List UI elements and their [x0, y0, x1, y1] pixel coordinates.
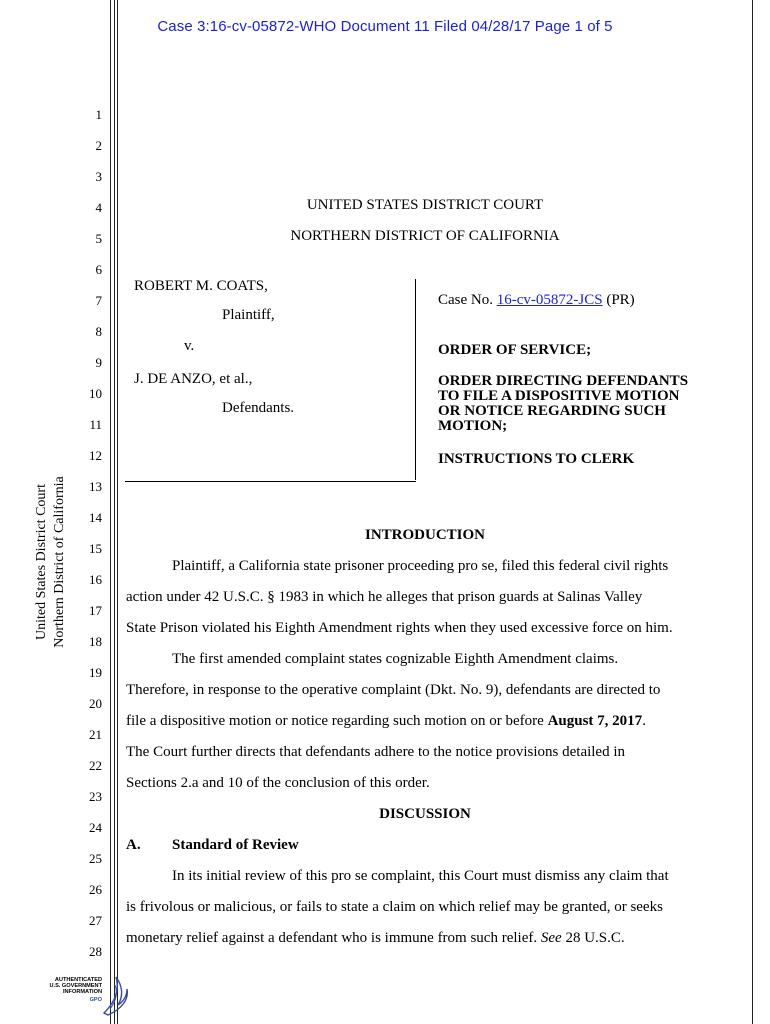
- eagle-icon: [100, 973, 130, 1017]
- citation-text: 28 U.S.C.: [561, 930, 625, 946]
- intro-p2-line: Sections 2.a and 10 of the conclusion of this order.: [126, 775, 430, 791]
- sidebar-line-1: United States District Court: [34, 484, 49, 640]
- line-number: 20: [89, 696, 102, 711]
- discussion-line: In its initial review of this pro se complaint, this Court must dismiss any claim that: [172, 868, 669, 884]
- discussion-line: is frivolous or malicious, or fails to state a claim on which relief may be granted, or seeks: [126, 899, 663, 915]
- defendant-name: J. DE ANZO, et al.,: [134, 371, 253, 387]
- gpo-authenticated-logo: [42, 973, 132, 1017]
- intro-p2-line: [126, 713, 646, 730]
- order-title-1: ORDER OF SERVICE;: [438, 342, 592, 358]
- intro-p1-line: action under 42 U.S.C. § 1983 in which he alleges that prison guards at Salinas Valley: [126, 589, 643, 605]
- intro-p2-text: file a dispositive motion or notice regarding such motion on or before: [126, 713, 548, 729]
- caption-divider: [415, 279, 416, 480]
- line-number: 14: [89, 510, 102, 525]
- line-number: 24: [89, 820, 102, 835]
- case-number: [438, 292, 635, 309]
- line-number: 16: [89, 572, 102, 587]
- line-number: 10: [89, 386, 102, 401]
- line-number: 27: [89, 913, 102, 928]
- line-number: 12: [89, 448, 102, 463]
- left-margin-rule: [110, 0, 111, 1024]
- subsection-title: Standard of Review: [172, 837, 299, 853]
- intro-p2-line: The first amended complaint states cognizable Eighth Amendment claims.: [172, 651, 619, 667]
- intro-p2-period: .: [642, 713, 646, 729]
- order-title-2: [438, 374, 688, 434]
- line-number: 8: [95, 324, 102, 339]
- right-margin-rule: [752, 0, 753, 1024]
- sidebar-line-2: Northern District of California: [52, 476, 67, 648]
- line-number: 28: [89, 944, 102, 959]
- line-number: 15: [89, 541, 102, 556]
- subsection-letter: A.: [126, 837, 141, 853]
- case-number-link[interactable]: 16-cv-05872-JCS: [496, 292, 603, 308]
- logo-line: AUTHENTICATED: [54, 977, 102, 983]
- line-number: 26: [89, 882, 102, 897]
- intro-p1-line: Plaintiff, a California state prisoner proceeding pro se, filed this federal civil rights: [172, 558, 669, 574]
- intro-p2-line: Therefore, in response to the operative complaint (Dkt. No. 9), defendants are directed to: [126, 682, 661, 698]
- line-number: 2: [95, 138, 102, 153]
- discussion-text: monetary relief against a defendant who is immune from such relief.: [126, 930, 541, 946]
- court-district: NORTHERN DISTRICT OF CALIFORNIA: [290, 228, 560, 244]
- order-title-3: INSTRUCTIONS TO CLERK: [438, 451, 635, 467]
- line-number: 1: [95, 107, 102, 122]
- order-title-2-line: MOTION;: [438, 418, 508, 434]
- line-number: 19: [89, 665, 102, 680]
- intro-p1-line: State Prison violated his Eighth Amendment rights when they used excessive force on him.: [126, 620, 673, 636]
- logo-line: INFORMATION: [62, 989, 102, 995]
- discussion-heading: DISCUSSION: [379, 806, 471, 822]
- document-header: Case 3:16-cv-05872-WHO Document 11 Filed 04/28/17 Page 1 of 5: [157, 18, 613, 35]
- citation-signal: See: [540, 930, 562, 946]
- discussion-line: [126, 930, 625, 947]
- introduction-heading: INTRODUCTION: [364, 527, 485, 543]
- line-number: 6: [95, 262, 102, 277]
- line-number: 7: [95, 293, 102, 308]
- order-title-2-line: OR NOTICE REGARDING SUCH: [438, 403, 666, 419]
- versus: v.: [184, 338, 195, 354]
- left-margin-rule-inner-2: [117, 0, 118, 1024]
- court-sidebar: [33, 462, 73, 662]
- case-number-suffix: (PR): [602, 292, 635, 308]
- line-number: 25: [89, 851, 102, 866]
- line-number: 18: [89, 634, 102, 649]
- line-number: 23: [89, 789, 102, 804]
- line-number: 3: [95, 169, 102, 184]
- left-margin-rule-inner: [114, 0, 115, 1024]
- line-number: 22: [89, 758, 102, 773]
- line-number: 17: [89, 603, 102, 618]
- intro-p2-line: The Court further directs that defendants adhere to the notice provisions detailed in: [126, 744, 626, 760]
- case-number-prefix: Case No.: [438, 292, 497, 308]
- line-number: 11: [89, 417, 102, 432]
- deadline-date: August 7, 2017: [547, 713, 643, 729]
- court-name: UNITED STATES DISTRICT COURT: [306, 197, 544, 213]
- order-title-2-line: ORDER DIRECTING DEFENDANTS: [438, 373, 689, 389]
- logo-line: U.S. GOVERNMENT: [49, 983, 102, 989]
- plaintiff-role: Plaintiff,: [222, 307, 275, 323]
- line-number: 21: [89, 727, 102, 742]
- plaintiff-name: ROBERT M. COATS,: [134, 278, 268, 294]
- line-number: 9: [95, 355, 102, 370]
- defendant-role: Defendants.: [222, 400, 295, 416]
- line-number: 5: [95, 231, 102, 246]
- caption-underline: [125, 481, 416, 482]
- order-title-2-line: TO FILE A DISPOSITIVE MOTION: [438, 388, 680, 404]
- line-number: 13: [89, 479, 102, 494]
- logo-gpo-mark: GPO: [89, 997, 102, 1003]
- line-number: 4: [95, 200, 102, 215]
